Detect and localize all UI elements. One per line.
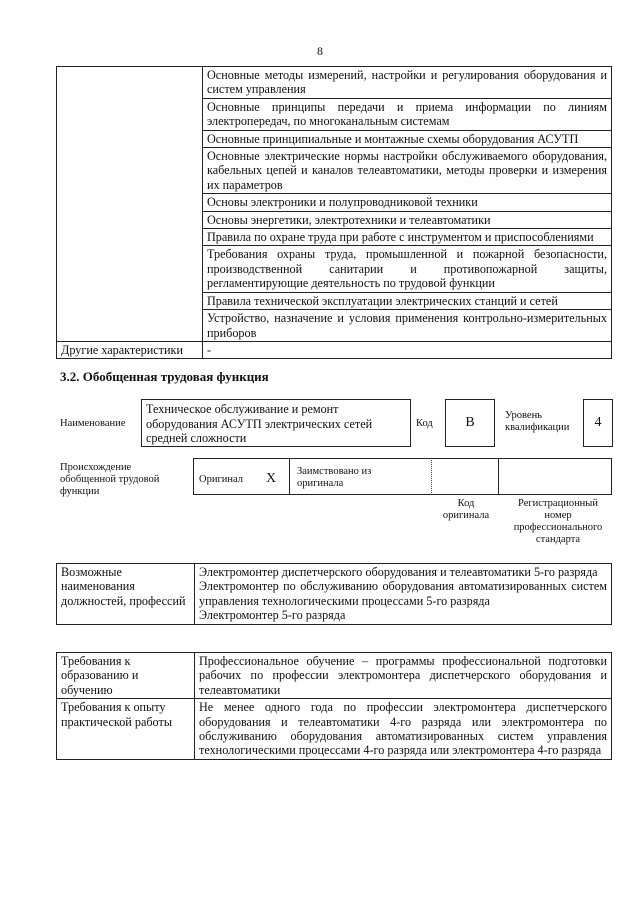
table-row [57,653,612,699]
knowledge-item: Основы электроники и полупроводниковой техники [203,194,612,211]
level-box [583,399,613,447]
table-row [57,67,612,99]
function-name-box [141,399,411,447]
knowledge-item: Правила по охране труда при работе с инструментом и приспособлениями [203,229,612,246]
table-cell-empty [57,67,203,342]
knowledge-item: Требования охраны труда, промышленной и пожарной безопасности, производственной санитарии и противопожарной защиты, регламентирующие деятельность по трудовой функции [203,246,612,292]
table-row [57,699,612,760]
other-characteristics-label: Другие характеристики [57,341,203,358]
divider [289,458,290,495]
code-original-caption: Код оригинала [442,498,490,521]
divider [193,458,612,459]
knowledge-item: Основные электрические нормы настройки обслуживаемого оборудования, кабельных цепей и каналов телеавтоматики, методы проверки и измерения их параметров [203,148,612,194]
origin-row [193,458,612,495]
position-item: Электромонтер по обслуживанию оборудования автоматизированных систем управления технологическими процессами 5-го разряда [199,579,607,608]
page-number: 8 [317,44,323,58]
code-box [445,399,495,447]
table-row [57,564,612,625]
positions-values [195,564,612,625]
position-item: Электромонтер 5-го разряда [199,608,346,623]
table-row [57,341,612,358]
knowledge-item: Устройство, назначение и условия применения контрольно-измерительных приборов [203,310,612,342]
other-characteristics-value: - [203,341,612,358]
section-title: 3.2. Обобщенная трудовая функция [60,369,269,384]
requirements-table [56,652,612,760]
name-label: Наименование [60,418,126,429]
divider [498,458,499,495]
position-item: Электромонтер диспетчерского оборудования и телеавтоматики 5-го разряда [199,565,598,579]
education-value: Профессиональное обучение – программы профессиональной подготовки рабочих по профессии электромонтера диспетчерского оборудования и телеавтоматики [195,653,612,699]
original-label: Оригинал [199,474,243,485]
origin-label: Происхождение обобщенной трудовой функции [60,462,160,497]
code-label: Код [416,418,433,429]
code-value: В [465,415,475,430]
original-mark: X [266,471,277,486]
experience-value: Не менее одного года по профессии электромонтера диспетчерского оборудования и телеавтоматики 4-го разряда или электромонтера по обслуживанию оборудования автоматизированных систем управления технологическими процессами 4-го разряда или электромонтера 4-го разряда [195,699,612,760]
level-value: 4 [594,415,602,430]
divider [611,458,612,495]
knowledge-table [56,66,612,359]
reg-number-caption: Регистрационный номер профессионального стандарта [513,498,603,545]
knowledge-item: Основы энергетики, электротехники и телеавтоматики [203,211,612,228]
knowledge-item: Основные принципы передачи и приема информации по линиям электропередач, по многоканальным системам [203,98,612,130]
divider [193,494,612,495]
positions-label: Возможные наименования должностей, профессий [57,564,195,625]
knowledge-item: Правила технической эксплуатации электрических станций и сетей [203,292,612,309]
divider [431,458,432,495]
borrowed-label: Заимствовано из оригинала [297,466,372,489]
knowledge-item: Основные методы измерений, настройки и регулирования оборудования и систем управления [203,67,612,99]
divider [193,458,194,495]
experience-label: Требования к опыту практической работы [57,699,195,760]
education-label: Требования к образованию и обучению [57,653,195,699]
level-label: Уровень квалификации [505,410,570,433]
function-name-value: Техническое обслуживание и ремонт оборудования АСУТП электрических сетей средней сложности [146,402,373,445]
positions-table [56,563,612,625]
knowledge-item: Основные принципиальные и монтажные схемы оборудования АСУТП [203,130,612,147]
